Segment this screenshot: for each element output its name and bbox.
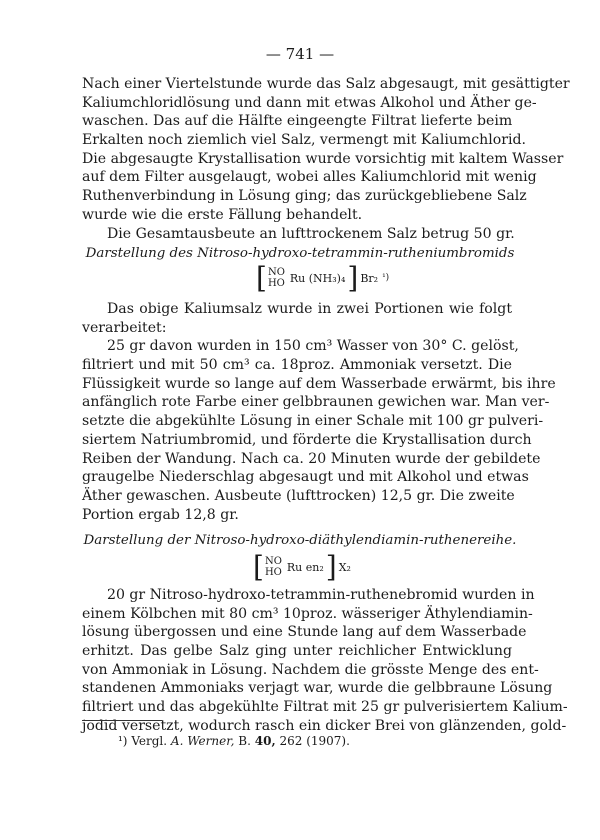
formula-ligands bbox=[268, 267, 285, 289]
footnote-reference: ¹) bbox=[382, 272, 390, 283]
section-heading-diaethylendiamin: Darstellung der Nitroso-hydroxo-diäthylendiamin-ruthenereihe. bbox=[83, 533, 517, 548]
text-line: auf dem Filter ausgelaugt, wobei alles Kaliumchlorid mit wenig bbox=[82, 169, 537, 186]
text-line: anfänglich rote Farbe einer gelbbraunen gewichen war. Man ver- bbox=[82, 394, 550, 411]
text-line: siertem Natriumbromid, und förderte die Krystallisation durch bbox=[82, 431, 532, 448]
bracket-open: [ bbox=[253, 549, 264, 584]
text-line: wurde wie die erste Fällung behandelt. bbox=[82, 206, 363, 223]
text-line: Erkalten noch ziemlich viel Salz, vermengt mit Kaliumchlorid. bbox=[82, 132, 527, 149]
footnote-pages: 262 (1907). bbox=[279, 734, 350, 748]
formula-ligand-top: NO bbox=[267, 267, 285, 278]
text-line: 20 gr Nitroso-hydroxo-tetrammin-ruthenebromid wurden in bbox=[107, 587, 535, 603]
formula-center: Ru en₂ bbox=[286, 560, 324, 574]
text-line: Ruthenverbindung in Lösung ging; das zurückgebliebene Salz bbox=[82, 188, 527, 205]
formula-ligand-bottom: HO bbox=[264, 567, 282, 578]
bracket-close: ] bbox=[347, 260, 359, 295]
text-line: Reiben der Wandung. Nach ca. 20 Minuten wurde der gebildete bbox=[82, 450, 541, 467]
footnote-source: B. bbox=[238, 734, 251, 748]
text-line: setzte die abgekühlte Lösung in einer Schale mit 100 gr pulveri- bbox=[82, 413, 544, 430]
bracket-close: ] bbox=[325, 549, 337, 584]
formula-ligands bbox=[265, 556, 282, 578]
paragraph-2 bbox=[82, 300, 556, 524]
text-line: Portion ergab 12,8 gr. bbox=[82, 506, 239, 523]
text-line: Äther gewaschen. Ausbeute (lufttrocken) 12,5 gr. Die zweite bbox=[82, 487, 515, 504]
section-heading-tetrammin: Darstellung des Nitroso-hydroxo-tetrammin-rutheniumbromids bbox=[85, 246, 515, 261]
formula-anion: Br₂ bbox=[360, 271, 379, 285]
text-line: Flüssigkeit wurde so lange auf dem Wasserbade erwärmt, bis ihre bbox=[82, 375, 556, 392]
paragraph-3 bbox=[82, 586, 568, 736]
formula-tetrammin bbox=[256, 260, 391, 295]
text-line: standenen Ammoniaks verjagt war, wurde die gelbbraune Lösung bbox=[82, 680, 553, 697]
text-line: lösung übergossen und eine Stunde lang auf dem Wasserbade bbox=[82, 624, 527, 641]
footnote-prefix: Vergl. bbox=[131, 734, 168, 748]
text-line: filtriert und das abgekühlte Filtrat mit 25 gr pulverisiertem Kalium- bbox=[82, 699, 568, 716]
footnote-author: A. Werner, bbox=[170, 734, 235, 748]
text-line: Kaliumchloridlösung und dann mit etwas Alkohol und Äther ge- bbox=[82, 94, 537, 111]
footnote-volume: 40, bbox=[254, 734, 276, 748]
text-line: Das obige Kaliumsalz wurde in zwei Portionen wie folgt bbox=[107, 301, 512, 317]
paragraph-1 bbox=[82, 75, 570, 243]
formula-anion: X₂ bbox=[338, 560, 351, 574]
formula-ligand-top: NO bbox=[264, 556, 282, 567]
text-line: waschen. Das auf die Hälfte eingeengte Filtrat lieferte beim bbox=[82, 113, 513, 130]
text-line: Nach einer Viertelstunde wurde das Salz abgesaugt, mit gesättigter bbox=[82, 76, 570, 92]
text-line: verarbeitet: bbox=[82, 319, 167, 336]
text-line: graugelbe Niederschlag abgesaugt und mit Alkohol und etwas bbox=[82, 469, 529, 486]
text-line: 25 gr davon wurden in 150 cm³ Wasser von 30° C. gelöst, bbox=[107, 338, 519, 355]
text-line: Die Gesamtausbeute an lufttrockenem Salz betrug 50 gr. bbox=[107, 225, 515, 242]
text-line: erhitzt. Das gelbe Salz ging unter reichlicher Entwicklung bbox=[82, 643, 512, 660]
formula-ligand-bottom: HO bbox=[267, 278, 285, 289]
text-line: Die abgesaugte Krystallisation wurde vorsichtig mit kaltem Wasser bbox=[82, 150, 564, 167]
footnote-divider bbox=[82, 720, 162, 721]
text-line: von Ammoniak in Lösung. Nachdem die grösste Menge des ent- bbox=[82, 661, 539, 678]
footnote-marker: ¹) bbox=[118, 734, 128, 748]
page-number: — 741 — bbox=[265, 45, 335, 63]
bracket-open: [ bbox=[256, 260, 267, 295]
text-line: filtriert und mit 50 cm³ ca. 18proz. Ammoniak versetzt. Die bbox=[82, 357, 512, 374]
text-line: jodid versetzt, wodurch rasch ein dicker Brei von glänzenden, gold- bbox=[82, 717, 567, 734]
footnote bbox=[118, 734, 350, 748]
text-line: einem Kölbchen mit 80 cm³ 10proz. wässeriger Äthylendiamin- bbox=[82, 605, 533, 622]
formula-center: Ru (NH₃)₄ bbox=[289, 271, 346, 285]
formula-diaethylendiamin bbox=[253, 549, 353, 584]
